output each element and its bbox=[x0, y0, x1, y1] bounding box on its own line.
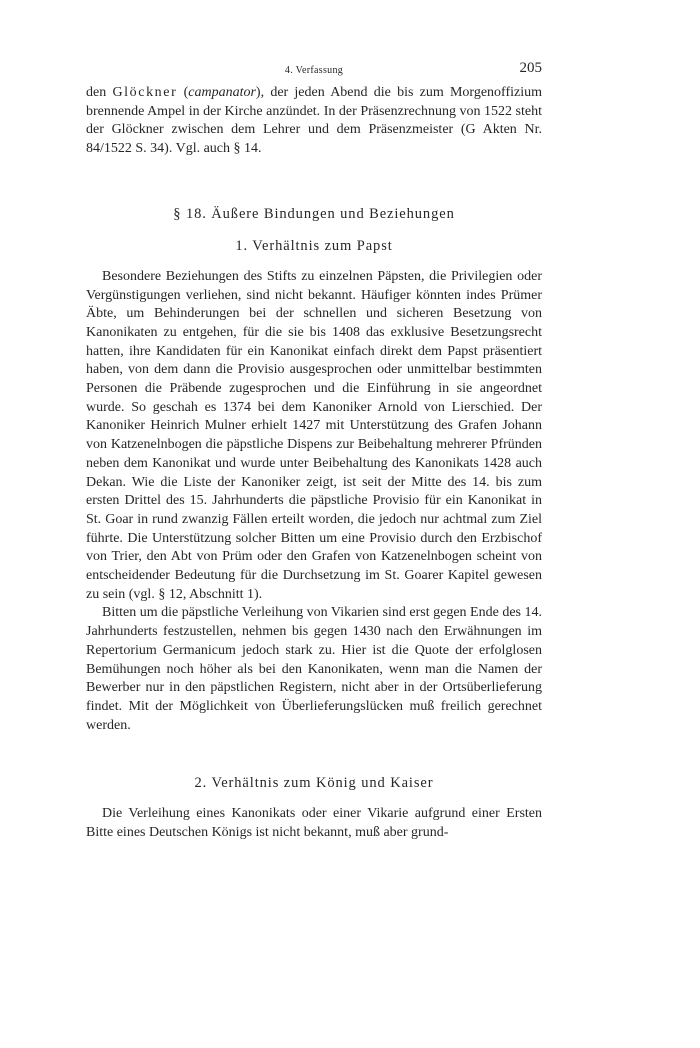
page-number: 205 bbox=[519, 60, 542, 76]
intro-text-rest: ), der jeden Abend die bis zum Morgenoffizium brennende Ampel in der Kirche anzündet. In der Präsenzrechnung von 1522 steht der Glöckner zwischen dem Lehrer und dem Präsenzmeister (G Akten Nr. 84/1522 S. 34). Vgl. auch § 14. bbox=[86, 85, 543, 157]
subsection-title-papst: 1. Verhältnis zum Papst bbox=[235, 237, 393, 254]
running-head bbox=[86, 60, 542, 84]
intro-text-mid: ( bbox=[177, 85, 189, 100]
italic-term: campanator bbox=[188, 85, 256, 100]
paragraph-koenig-1: Die Verleihung eines Kanonikats oder einer Vikarie aufgrund einer Ersten Bitte eines Deutschen Königs ist nicht bekannt, muß aber grund- bbox=[86, 806, 542, 841]
document-page bbox=[86, 60, 542, 843]
subsection-title-koenig: 2. Verhältnis zum König und Kaiser bbox=[194, 775, 434, 792]
section-title: § 18. Äußere Bindungen und Beziehungen bbox=[173, 205, 455, 222]
paragraph-papst-2: Bitten um die päpstliche Verleihung von Vikarien sind erst gegen Ende des 14. Jahrhunderts festzustellen, nehmen bis gegen 1430 nach den Erwähnungen im Repertorium Germanicum jedoch stark zu. Hier ist die Quote der erfolglosen Bemühungen noch höher als bei den Kanonikaten, wenn man die Namen der Bewerber nur in den päpstlichen Registern, nicht aber in der Ortsüberlieferung findet. Mit der Möglichkeit von Überlieferungslücken muß freilich gerechnet werden. bbox=[86, 605, 542, 733]
running-title: 4. Verfassung bbox=[284, 65, 344, 76]
paragraph-papst-1: Besondere Beziehungen des Stifts zu einzelnen Päpsten, die Privilegien oder Vergünstigungen verliehen, sind nicht bekannt. Häufiger könnten indes Prümer Äbte, um Behinderungen bei der schnellen und sicheren Besetzung von Kanonikaten zu entgehen, für die sie bis 1408 das exklusive Besetzungsrecht hatten, ihre Kandidaten für ein Kanonikat einfach direkt dem Papst präsentiert haben, von dem dann die Provisio ausgesprochen oder unmittelbar bestimmten Personen die Präbende zugesprochen und die Einführung in sie angeordnet wurde. So geschah es 1374 bei dem Kanoniker Arnold von Lierschied. Der Kanoniker Heinrich Mulner erhielt 1427 mit Unterstützung des Grafen Johann von Katzenelnbogen die päpstliche Dispens zur Beibehaltung mehrerer Pfründen neben dem Kanonikat und wurde unter Beibehaltung des Kanonikats 1428 auch Dekan. Wie die Liste der Kanoniker zeigt, ist seit der Mitte des 14. bis zum ersten Drittel des 15. Jahrhunderts die päpstliche Provisio für ein Kanonikat in St. Goar in rund zwanzig Fällen erteilt worden, die jedoch nur achtmal zum Ziel führte. Die Unterstützung solcher Bitten um eine Provisio durch den Erzbischof von Trier, den Abt von Prüm oder den Grafen von Katzenelnbogen scheint von entscheidender Bedeutung für die Durchsetzung im St. Goarer Kapitel gewesen zu sein (vgl. § 12, Abschnitt 1). bbox=[86, 268, 542, 602]
intro-text-start: den bbox=[86, 85, 113, 100]
intro-paragraph bbox=[86, 84, 542, 159]
spaced-term: Glöckner bbox=[112, 85, 178, 100]
